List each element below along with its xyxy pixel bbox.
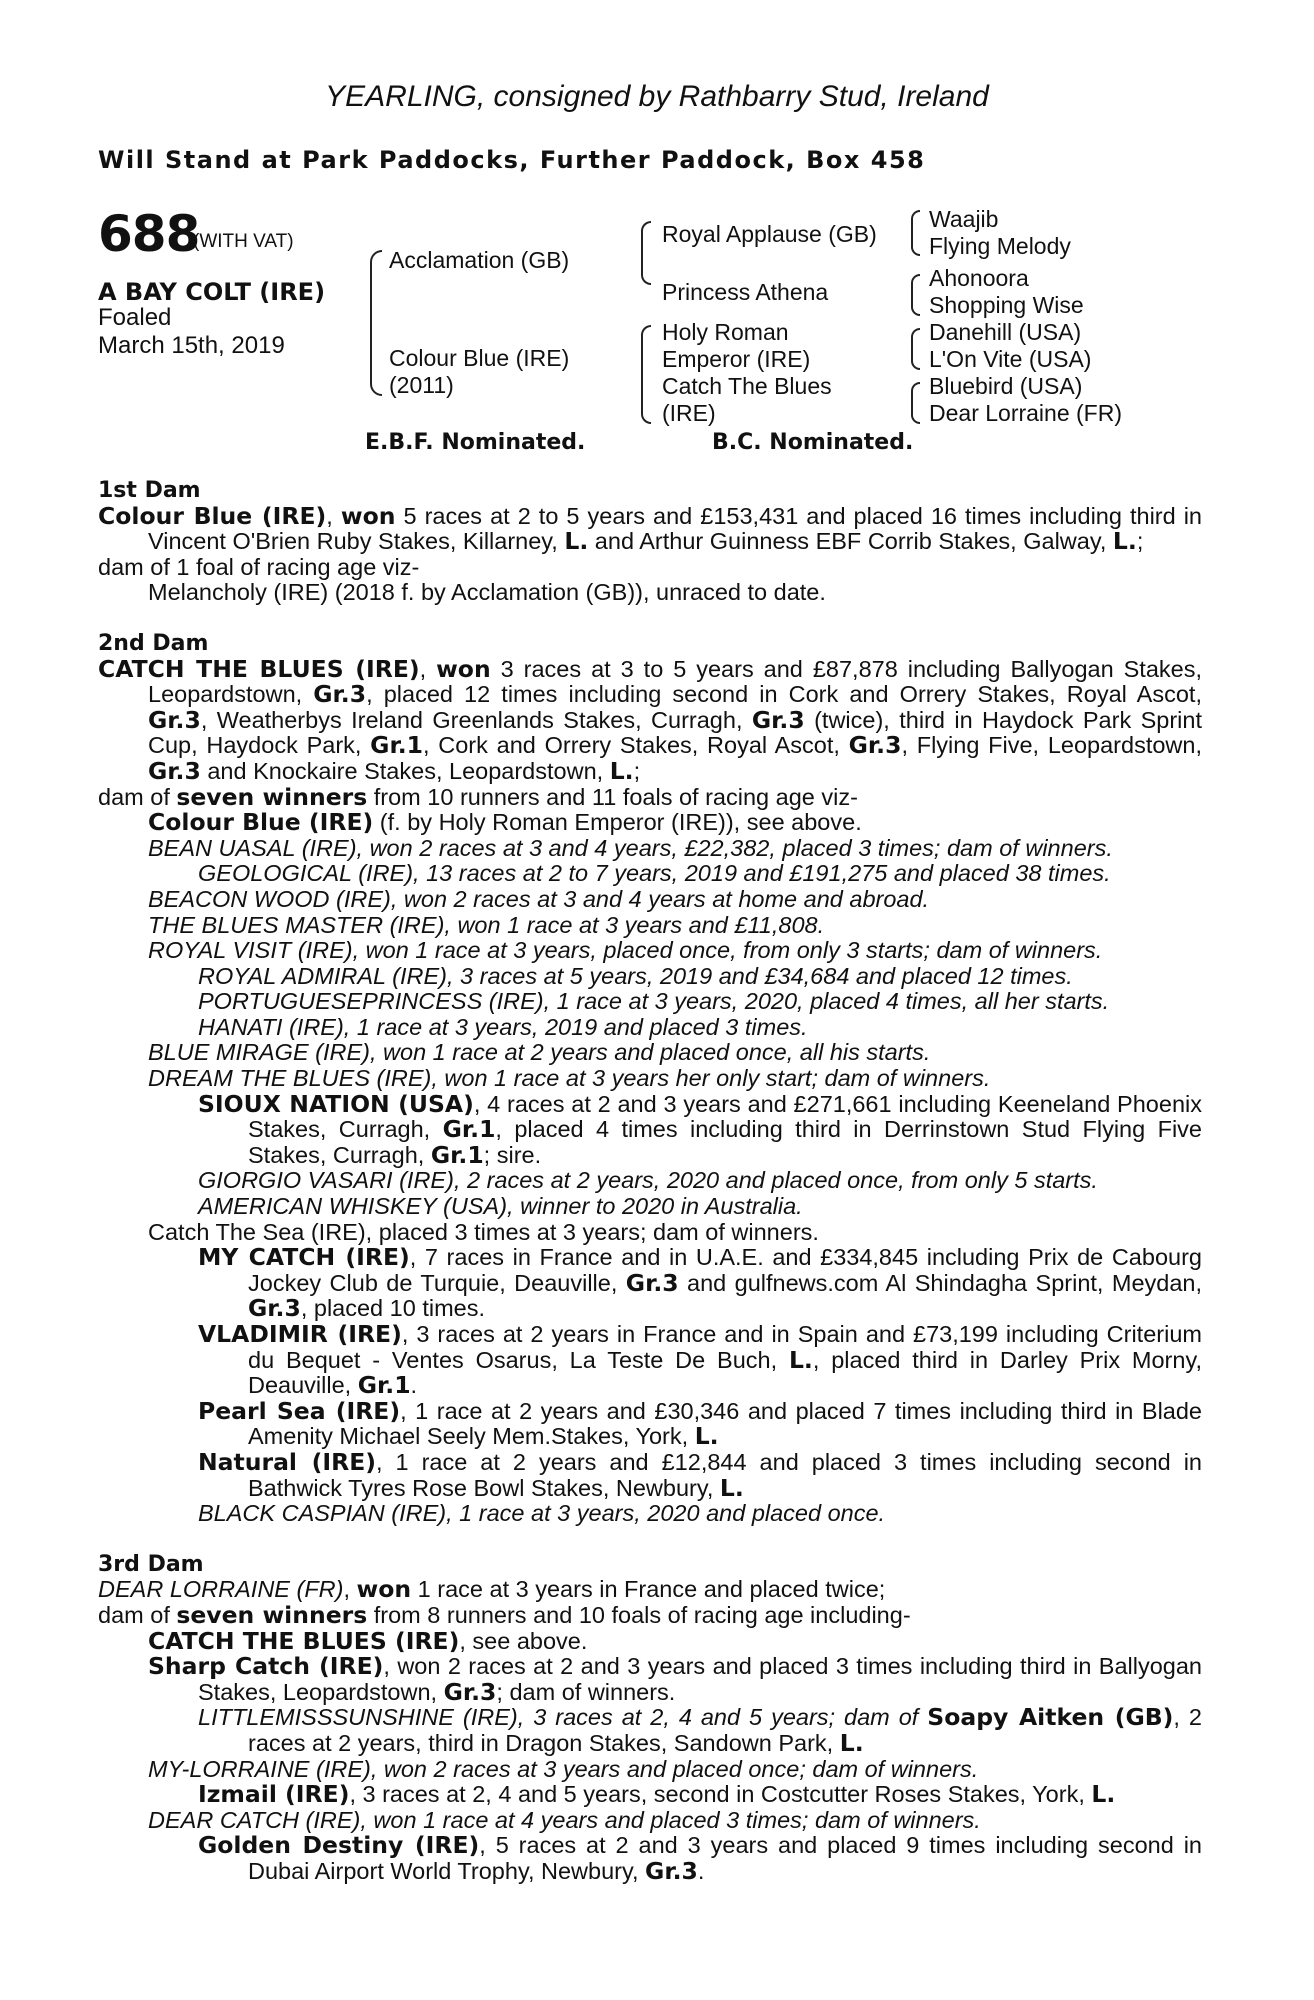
- produce-name: CATCH THE BLUES (IRE): [148, 1626, 460, 1655]
- produce-entry: [98, 836, 1202, 862]
- produce-text: , 7 races in France and in U.A.E. and £334,845 including Prix de Cabourg Jockey Club de Turquie, Deauville,: [248, 1244, 1202, 1296]
- pedigree-gg-3: Ahonoora: [929, 265, 1029, 291]
- produce-entry: [98, 1757, 1202, 1783]
- first-dam-produce-intro: dam of 1 foal of racing age viz-: [98, 553, 420, 580]
- produce-entry: [98, 1782, 1202, 1808]
- produce-text: , winner to 2020 in Australia.: [507, 1193, 803, 1220]
- produce-name: ROYAL ADMIRAL (IRE): [198, 962, 447, 989]
- produce-text: .: [410, 1372, 418, 1399]
- produce-entry: [98, 1066, 1202, 1092]
- produce-text: , won 1 race at 3 years her only start; dam of winners.: [431, 1065, 991, 1092]
- produce-name: SIOUX NATION (USA): [198, 1089, 474, 1118]
- produce-name: Izmail (IRE): [198, 1780, 350, 1809]
- produce-name: Soapy Aitken (GB): [927, 1703, 1174, 1732]
- produce-entry: [98, 1040, 1202, 1066]
- produce-name: Sharp Catch (IRE): [148, 1652, 384, 1681]
- second-dam-name: CATCH THE BLUES (IRE): [98, 654, 420, 683]
- produce-entry: [98, 1501, 1202, 1527]
- gg-brace-3: [911, 328, 920, 370]
- pedigree-sire-sire: Royal Applause (GB): [662, 221, 877, 247]
- produce-text: , 3 races at 5 years, 2019 and £34,684 and placed 12 times.: [447, 962, 1073, 989]
- first-dam-l1: L.: [564, 527, 589, 556]
- second-dam-produce-intro: [98, 782, 1202, 811]
- produce-entry: [98, 1626, 1202, 1655]
- lot-number: 688: [98, 205, 200, 263]
- produce-name: MY CATCH (IRE): [198, 1243, 410, 1272]
- produce-text: (f. by Holy Roman Emperor (IRE)), see above.: [373, 809, 862, 836]
- sd-t8: ;: [633, 757, 641, 784]
- first-dam-foal: Melancholy (IRE) (2018 f. by Acclamation (GB)), unraced to date.: [148, 579, 826, 606]
- produce-name: PORTUGUESEPRINCESS (IRE): [198, 988, 544, 1015]
- first-dam-won: won: [340, 501, 396, 530]
- produce-entry: Catch The Sea (IRE), placed 3 times at 3 years; dam of winners.: [148, 1218, 819, 1245]
- first-dam-name: Colour Blue (IRE): [98, 501, 327, 530]
- produce-entry: [98, 913, 1202, 939]
- third-dam-record: DEAR LORRAINE (FR), won 1 race at 3 years in France and placed twice;: [98, 1575, 886, 1604]
- produce-entry: [98, 1168, 1202, 1194]
- produce-text: , 3 races at 2, 4 and 5 years; dam of: [517, 1704, 928, 1731]
- sd-g4: Gr.1: [370, 731, 423, 760]
- produce-name: AMERICAN WHISKEY (USA): [198, 1193, 508, 1220]
- produce-text: and gulfnews.com Al Shindagha Sprint, Meydan,: [678, 1269, 1203, 1296]
- produce-text: , 2 races at 2 years, 2020 and placed once, from only 5 starts.: [453, 1167, 1098, 1194]
- pedigree-dam-dam-line1: Catch The Blues: [662, 373, 832, 399]
- produce-text: , see above.: [459, 1627, 588, 1654]
- produce-text: , won 1 race at 3 years and £11,808.: [444, 911, 825, 938]
- produce-text: , 5 races at 2 and 3 years and placed 9 times including second in Dubai Airport World Trophy, Newbury,: [248, 1832, 1202, 1884]
- sd-g3: Gr.3: [751, 705, 805, 734]
- sd-t5: , Cork and Orrery Stakes, Royal Ascot,: [422, 732, 849, 759]
- sd-g1: Gr.3: [313, 680, 367, 709]
- sd-t4: (twice), third in Haydock Park Sprint Cup, Haydock Park,: [148, 706, 1203, 759]
- produce-entry: [98, 938, 1202, 964]
- produce-text: , won 2 races at 2 and 3 years and placed 3 times including third in Ballyogan Stakes, Leopardstown,: [198, 1653, 1202, 1705]
- produce-text: , 1 race at 3 years, 2020, placed 4 times, all her starts.: [543, 988, 1110, 1015]
- gg-brace-4: [911, 382, 920, 424]
- sd-g2: Gr.3: [148, 705, 201, 734]
- sd-g7: L.: [609, 756, 634, 785]
- produce-entry: [98, 1245, 1202, 1322]
- produce-text: , 1 race at 3 years, 2020 and placed once.: [446, 1500, 886, 1527]
- third-dam-won: won: [356, 1575, 412, 1604]
- sd-t7: and Knockaire Stakes, Leopardstown,: [200, 757, 610, 784]
- grade-label: Gr.3: [625, 1268, 679, 1297]
- produce-name: ROYAL VISIT (IRE): [148, 937, 353, 964]
- produce-name: Pearl Sea (IRE): [198, 1396, 401, 1425]
- ebf-nomination: E.B.F. Nominated.: [365, 430, 586, 455]
- pedigree-gg-5: Danehill (USA): [929, 319, 1082, 345]
- pedigree-gg-4: Shopping Wise: [929, 292, 1084, 318]
- produce-text: ; sire.: [483, 1141, 542, 1168]
- sd-g5: Gr.3: [848, 731, 902, 760]
- grade-label: L.: [719, 1473, 744, 1502]
- produce-text: , placed 10 times.: [300, 1295, 485, 1322]
- stabling-line: Will Stand at Park Paddocks, Further Paddock, Box 458: [98, 146, 926, 174]
- consignor-line: YEARLING, consigned by Rathbarry Stud, Ireland: [325, 80, 989, 113]
- produce-entry: [98, 861, 1202, 887]
- sd-g6: Gr.3: [148, 756, 201, 785]
- grade-label: Gr.1: [442, 1115, 496, 1144]
- produce-entry: [98, 1089, 1202, 1169]
- produce-name: BEACON WOOD (IRE): [148, 885, 391, 912]
- produce-entry: [98, 1705, 1202, 1756]
- second-dam-won: won: [436, 654, 491, 683]
- produce-text: , placed third in Darley Prix Morny, Deauville,: [248, 1346, 1202, 1399]
- sd-t2: , placed 12 times including second in Cork and Orrery Stakes, Royal Ascot,: [366, 681, 1202, 708]
- third-dam-heading: 3rd Dam: [98, 1551, 204, 1577]
- pedigree-gg-2: Flying Melody: [929, 233, 1071, 259]
- first-dam-text-a: 5 races at 2 to 5 years and £153,431 and placed 16 times including third in Vincent O'Brien Ruby Stakes, Killarney,: [148, 502, 1203, 555]
- pedigree-dam-sire-line1: Holy Roman: [662, 319, 789, 345]
- pedigree-gg-8: Dear Lorraine (FR): [929, 400, 1122, 426]
- grade-label: Gr.3: [248, 1294, 301, 1323]
- first-dam-text-c: ;: [1136, 528, 1144, 555]
- sd-damof-c: from 10 runners and 11 foals of racing age viz-: [367, 783, 858, 810]
- td-damof-a: dam of: [98, 1601, 177, 1628]
- produce-name: BLUE MIRAGE (IRE): [148, 1039, 370, 1066]
- produce-name: VLADIMIR (IRE): [198, 1320, 402, 1348]
- produce-name: DEAR CATCH (IRE): [148, 1806, 361, 1833]
- race-record-body: [98, 478, 1202, 1884]
- produce-name: Natural (IRE): [198, 1447, 377, 1476]
- sd-t6: , Flying Five, Leopardstown,: [901, 732, 1202, 759]
- produce-text: , 1 race at 2 years and £12,844 and placed 3 times including second in Bathwick Tyres Rose Bowl Stakes, Newbury,: [248, 1448, 1203, 1501]
- sd-damof-a: dam of: [98, 783, 177, 810]
- td-damof-c: from 8 runners and 10 foals of racing age including-: [367, 1601, 911, 1628]
- produce-text: , 1 race at 2 years and £30,346 and placed 7 times including third in Blade Amenity Michael Seely Mem.Stakes, York,: [248, 1397, 1202, 1450]
- grade-label: Gr.3: [645, 1856, 698, 1885]
- grade-label: L.: [839, 1728, 864, 1757]
- produce-text: , won 1 race at 2 years and placed once, all his starts.: [369, 1039, 931, 1066]
- first-dam-heading: 1st Dam: [98, 478, 201, 503]
- foaled-info: [98, 304, 285, 360]
- produce-name: MY-LORRAINE (IRE): [148, 1755, 371, 1782]
- horse-name: A BAY COLT (IRE): [98, 278, 326, 306]
- foaled-date: March 15th, 2019: [98, 332, 285, 359]
- sd-damof-b: seven winners: [176, 782, 368, 811]
- produce-text: , 4 races at 2 and 3 years and £271,661 including Keeneland Phoenix Stakes, Curragh,: [248, 1090, 1202, 1143]
- third-dam-text: 1 race at 3 years in France and placed twice;: [411, 1576, 886, 1603]
- first-dam-record: Colour Blue (IRE), won 5 races at 2 to 5 years and £153,431 and placed 16 times including third in Vincent O'Brien Ruby Stakes, Killarney, L. and Arthur Guinness EBF Corrib Stakes, Galway, L.;: [98, 501, 1203, 556]
- produce-entry: [98, 1322, 1202, 1399]
- grade-label: Gr.1: [357, 1371, 411, 1400]
- second-dam-heading: 2nd Dam: [98, 630, 209, 656]
- foaled-label: Foaled: [98, 304, 172, 331]
- produce-text: , won 1 race at 3 years, placed once, from only 3 starts; dam of winners.: [352, 937, 1103, 964]
- sire-parents-brace: [641, 221, 651, 285]
- pedigree-sire: Acclamation (GB): [389, 247, 570, 273]
- produce-name: DREAM THE BLUES (IRE): [148, 1065, 432, 1092]
- sd-t3: , Weatherbys Ireland Greenlands Stakes, Curragh,: [200, 706, 752, 733]
- grade-label: L.: [788, 1345, 813, 1374]
- pedigree-dam-line1: Colour Blue (IRE): [389, 345, 570, 371]
- grade-label: L.: [1091, 1780, 1116, 1809]
- produce-text: , placed 4 times including third in Derrinstown Stud Flying Five Stakes, Curragh,: [248, 1116, 1202, 1168]
- grade-label: L.: [694, 1422, 719, 1451]
- pedigree-gg-7: Bluebird (USA): [929, 373, 1083, 399]
- first-dam-text-b: and Arthur Guinness EBF Corrib Stakes, Galway,: [588, 528, 1113, 555]
- produce-text: , won 1 race at 4 years and placed 3 times; dam of winners.: [360, 1806, 981, 1833]
- pedigree-gg-1: Waajib: [929, 206, 999, 232]
- third-dam-produce-intro: [98, 1600, 1202, 1629]
- vat-note: (WITH VAT): [193, 231, 294, 252]
- produce-name: HANATI (IRE): [198, 1013, 344, 1040]
- produce-name: BEAN UASAL (IRE): [148, 834, 357, 861]
- produce-entry: [98, 964, 1202, 990]
- produce-name: GEOLOGICAL (IRE): [198, 860, 414, 887]
- sd-t1: 3 races at 3 to 5 years and £87,878 including Ballyogan Stakes, Leopardstown,: [148, 655, 1202, 708]
- produce-entry: [98, 1833, 1202, 1884]
- produce-name: BLACK CASPIAN (IRE): [198, 1500, 447, 1527]
- produce-name: Colour Blue (IRE): [148, 808, 374, 837]
- second-dam-record: CATCH THE BLUES (IRE), won 3 races at 3 to 5 years and £87,878 including Ballyogan Stakes, Leopardstown, Gr.3, placed 12 times including second in Cork and Orrery Stakes, Royal Ascot, Gr.3, Weatherbys Ireland Greenlands Stakes, Curragh, Gr.3 (twice), third in Haydock Park Sprint Cup, Haydock Park, Gr.1, Cork and Orrery Stakes, Royal Ascot, Gr.3, Flying Five, Leopardstown, Gr.3 and Knockaire Stakes, Leopardstown, L.;: [98, 654, 1203, 785]
- produce-entry: [98, 1654, 1202, 1705]
- dam-parents-brace: [641, 325, 651, 424]
- bc-nomination: B.C. Nominated.: [712, 430, 914, 455]
- pedigree-sire-dam: Princess Athena: [662, 279, 829, 305]
- third-dam-name: DEAR LORRAINE (FR): [98, 1576, 344, 1603]
- produce-name: THE BLUES MASTER (IRE): [148, 911, 445, 938]
- produce-text: , 2 races at 2 years, third in Dragon Stakes, Sandown Park,: [248, 1704, 1202, 1756]
- produce-text: , won 2 races at 3 and 4 years, £22,382, placed 3 times; dam of winners.: [356, 834, 1113, 861]
- produce-entry: [98, 1447, 1203, 1502]
- grade-label: Gr.1: [430, 1140, 484, 1169]
- produce-text: ; dam of winners.: [496, 1678, 676, 1705]
- pedigree-dam-sire-line2: Emperor (IRE): [662, 346, 811, 372]
- gg-brace-2: [911, 274, 920, 316]
- produce-entry: [98, 810, 1202, 836]
- produce-entry: [98, 1015, 1202, 1041]
- pedigree-gg-6: L'On Vite (USA): [929, 346, 1092, 372]
- produce-entry: [98, 1194, 1202, 1220]
- produce-entry: [98, 1808, 1202, 1834]
- produce-entry: [98, 887, 1202, 913]
- produce-name: Golden Destiny (IRE): [198, 1831, 480, 1860]
- pedigree-dam-dam-line2: (IRE): [662, 400, 716, 426]
- first-dam-l2: L.: [1112, 527, 1137, 556]
- produce-text: , 13 races at 2 to 7 years, 2019 and £191,275 and placed 38 times.: [413, 860, 1111, 887]
- produce-entry: [98, 1396, 1202, 1451]
- td-damof-b: seven winners: [176, 1600, 368, 1629]
- produce-text: .: [697, 1857, 705, 1884]
- produce-text: , 3 races at 2, 4 and 5 years, second in Costcutter Roses Stakes, York,: [349, 1781, 1092, 1808]
- produce-text: , 1 race at 3 years, 2019 and placed 3 times.: [343, 1013, 808, 1040]
- gg-brace-1: [911, 210, 920, 256]
- pedigree-dam-line2: (2011): [389, 372, 454, 398]
- produce-entry: [98, 989, 1202, 1015]
- produce-text: , won 2 races at 3 and 4 years at home and abroad.: [390, 885, 930, 912]
- produce-name: LITTLEMISSSUNSHINE (IRE): [198, 1704, 518, 1731]
- produce-name: GIORGIO VASARI (IRE): [198, 1167, 454, 1194]
- sire-dam-brace: [370, 250, 382, 396]
- produce-text: , 3 races at 2 years in France and in Spain and £73,199 including Criterium du Bequet - Ventes Osarus, La Teste De Buch,: [248, 1321, 1202, 1373]
- produce-text: , won 2 races at 3 years and placed once; dam of winners.: [370, 1755, 979, 1782]
- grade-label: Gr.3: [443, 1677, 497, 1706]
